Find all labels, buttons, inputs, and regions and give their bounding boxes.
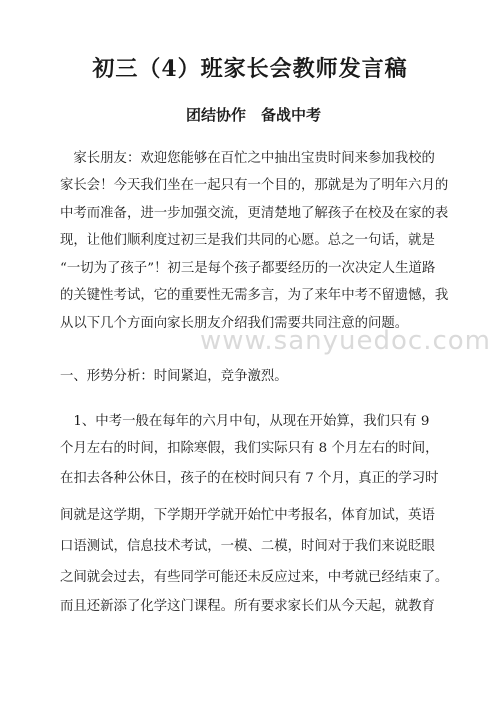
paragraph-line: 的关键性考试，它的重要性无需多言，为了来年中考不留遗憾，我 [60,288,449,303]
section-heading: 一、形势分析：时间紧迫，竞争激烈。 [60,369,288,384]
paragraph-line: “一切为了孩子”！初三是每个孩子都要经历的一次决定人生道路 [60,261,436,276]
watermark-text: www.sanyuedoc.com [200,326,491,356]
paragraph-line: 而且还新添了化学这门课程。所有要求家长们从今天起，就教育 [60,599,435,614]
document-title: 初三（4）班家长会教师发言稿 [92,56,408,82]
paragraph-line: 现，让他们顺利度过初三是我们共同的心愿。总之一句话，就是 [60,233,435,248]
document-subtitle: 团结协作 备战中考 [186,106,322,124]
paragraph-line: 从以下几个方面向家长朋友介绍我们需要共同注意的问题。 [60,316,409,331]
paragraph-line: 家长会！今天我们坐在一起只有一个目的，那就是为了明年六月的 [60,178,449,193]
paragraph-line: 1、中考一般在每年的六月中旬，从现在开始算，我们只有 9 [60,414,430,429]
paragraph-line: 个月左右的时间，扣除寒假，我们实际只有 8 个月左右的时间， [60,441,439,456]
paragraph-line: 口语测试，信息技术考试，一模、二模，时间对于我们来说眨眼 [60,539,435,554]
paragraph-line: 间就是这学期，下学期开学就开始忙中考报名，体育加试，英语 [60,508,435,523]
paragraph-line: 在扣去各种公休日，孩子的在校时间只有 7 个月，真正的学习时 [60,471,439,486]
paragraph-line: 之间就会过去，有些同学可能还未反应过来，中考就已经结束了。 [60,570,449,585]
paragraph-line: 中考而准备，进一步加强交流，更清楚地了解孩子在校及在家的表 [60,206,449,221]
paragraph-line: 家长朋友：欢迎您能够在百忙之中抽出宝贵时间来参加我校的 [60,151,435,166]
